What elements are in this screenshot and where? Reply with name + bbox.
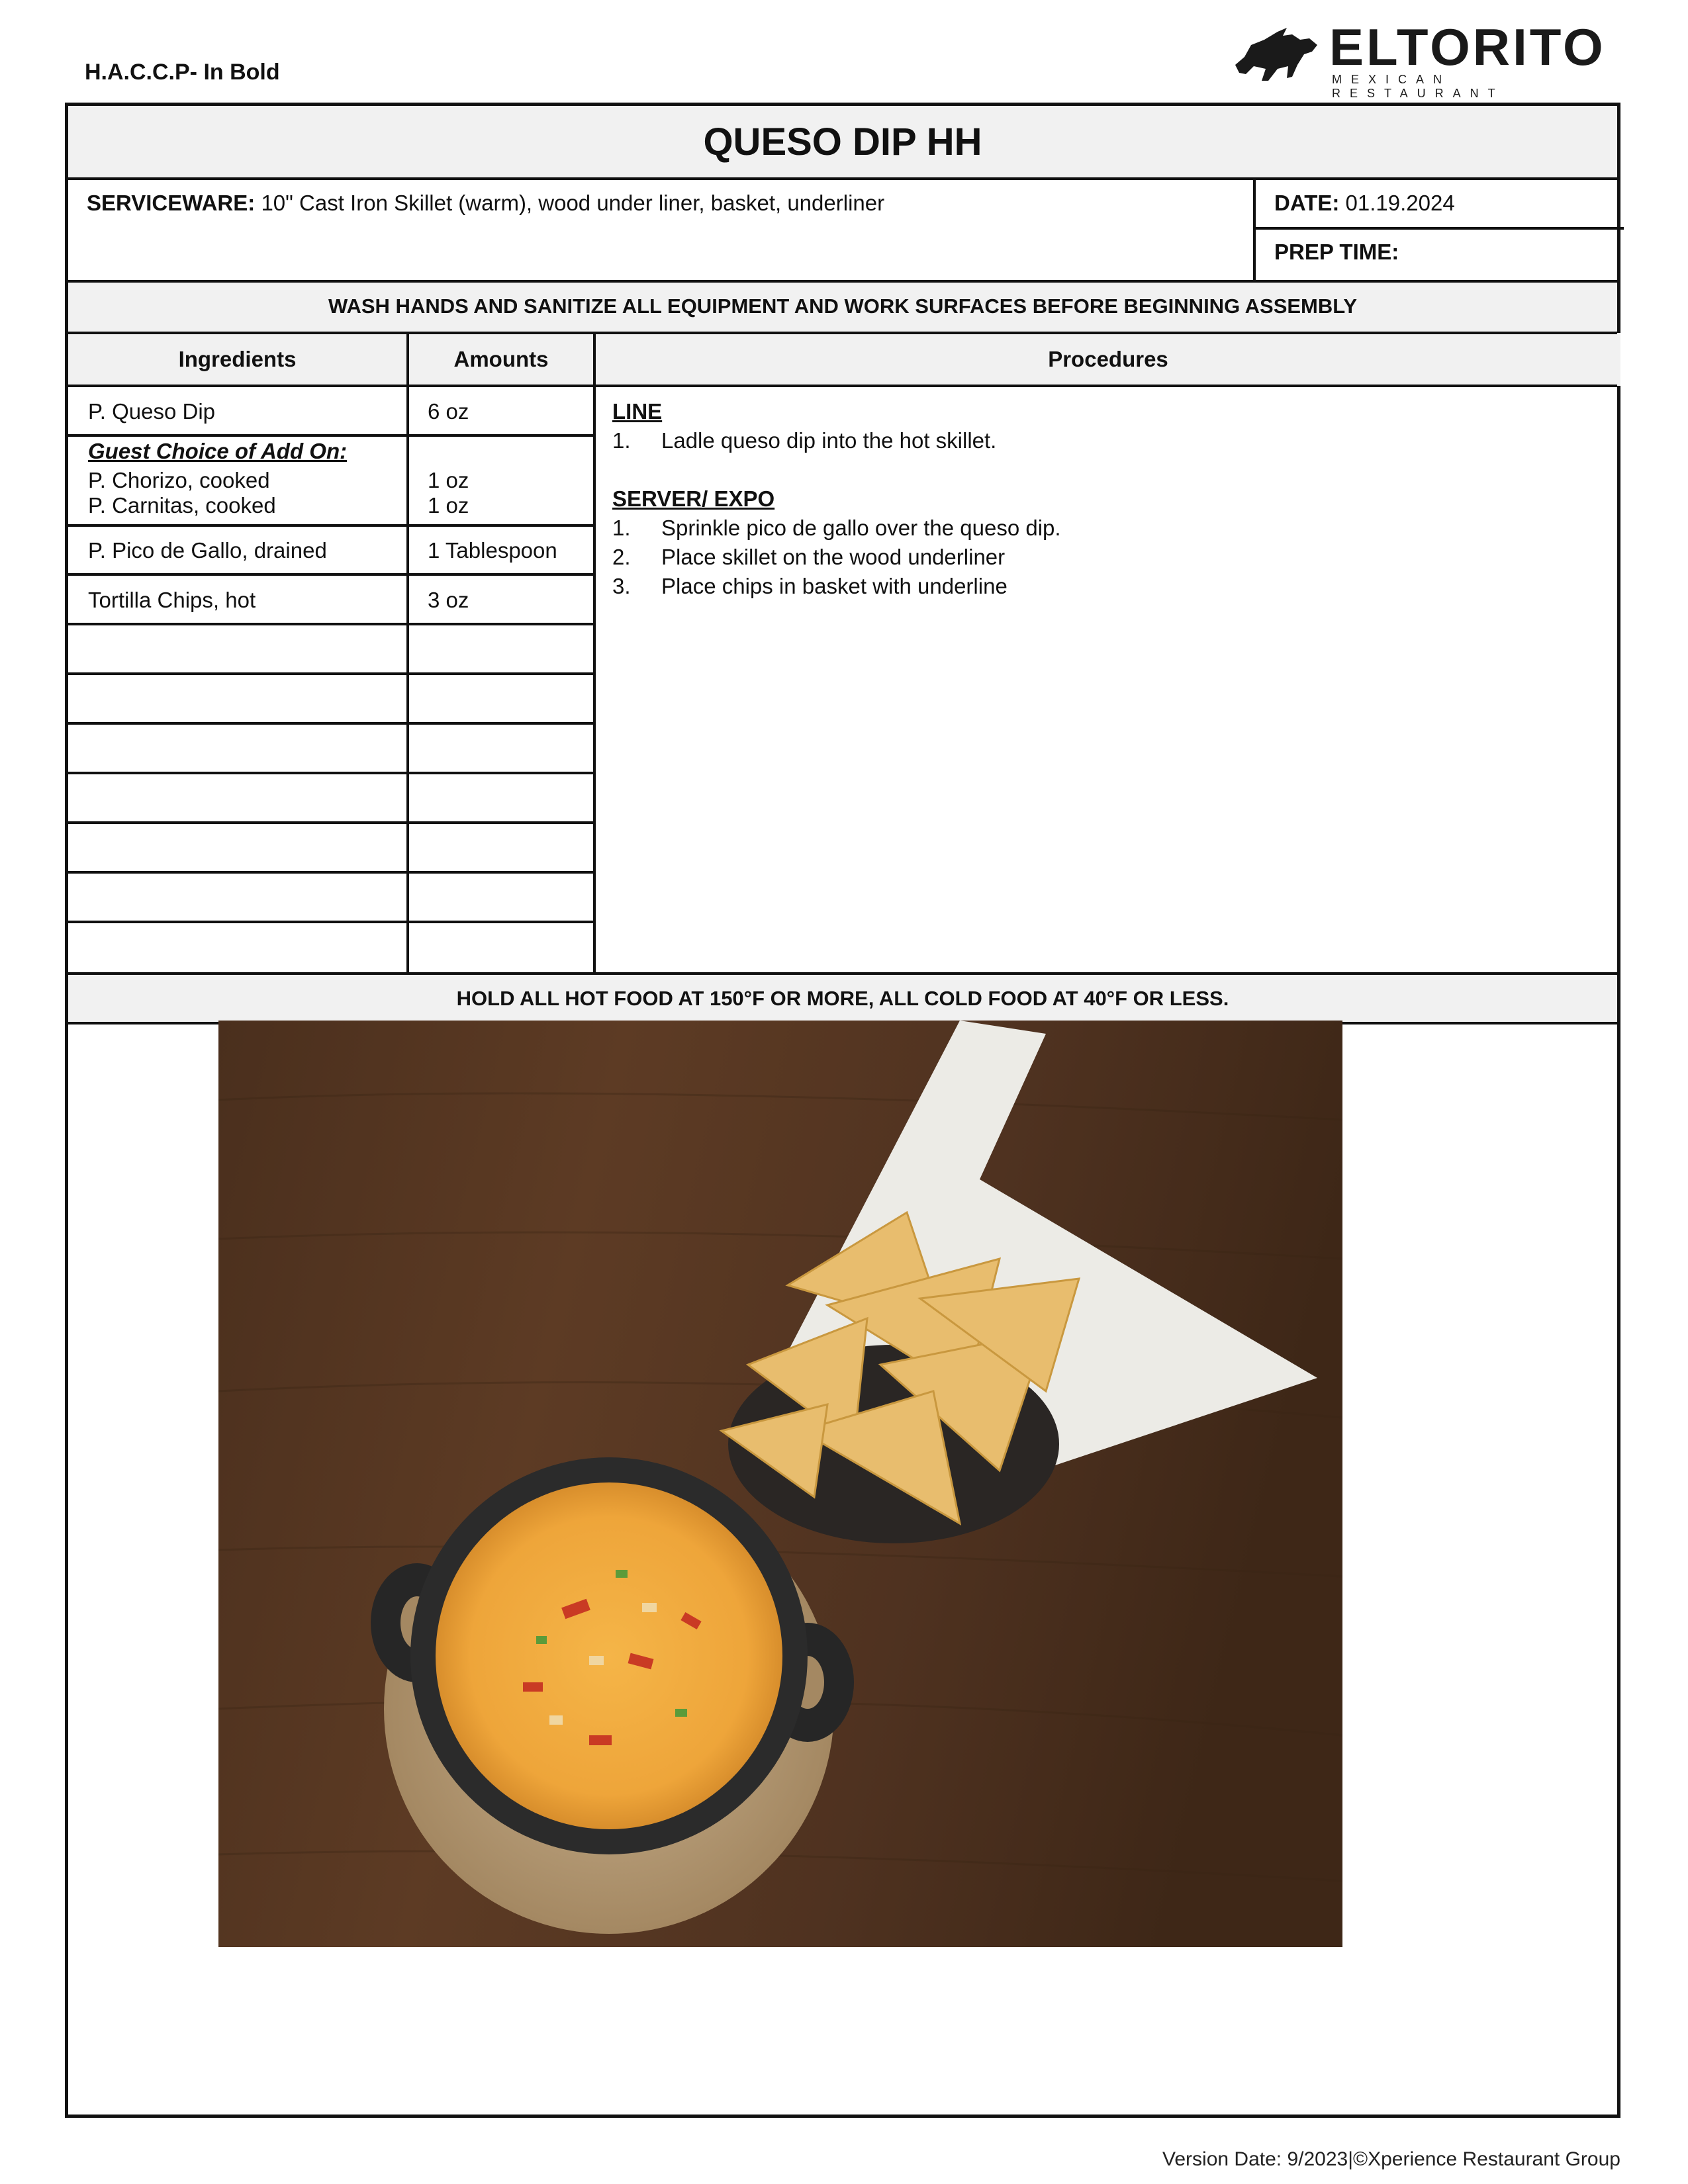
serviceware-value: 10" Cast Iron Skillet (warm), wood under liner, basket, underliner	[255, 191, 885, 215]
dish-photo	[218, 1021, 1342, 1947]
ingredient-cell: P. Queso Dip	[88, 399, 216, 424]
divider	[68, 524, 596, 527]
guest-choice-heading: Guest Choice of Add On:	[88, 439, 348, 463]
serviceware	[87, 191, 884, 216]
divider	[68, 434, 596, 437]
step-text: Place skillet on the wood underliner	[661, 545, 1006, 569]
version-footer: Version Date: 9/2023|©Xperience Restaurant Group	[1162, 2148, 1620, 2170]
divider	[1253, 177, 1256, 280]
recipe-title: QUESO DIP HH	[68, 106, 1617, 177]
date-label: DATE:	[1274, 191, 1340, 215]
logo-tagline: MEXICAN RESTAURANT	[1332, 73, 1505, 100]
divider	[68, 623, 596, 625]
divider	[68, 672, 596, 675]
divider	[68, 573, 596, 576]
divider	[593, 332, 596, 972]
ingredient-cell: P. Carnitas, cooked	[88, 493, 276, 518]
amount-cell: 3 oz	[428, 588, 469, 612]
serviceware-label: SERVICEWARE:	[87, 191, 256, 215]
procedure-step	[612, 426, 1061, 455]
divider	[68, 772, 596, 774]
ingredient-cell: P. Pico de Gallo, drained	[88, 538, 327, 563]
divider	[68, 921, 596, 923]
divider	[406, 332, 409, 972]
procedure-step	[612, 543, 1061, 572]
divider	[1254, 227, 1624, 230]
server-heading: SERVER/ EXPO	[612, 486, 775, 511]
step-text: Place chips in basket with underline	[661, 574, 1008, 598]
haccp-note: H.A.C.C.P- In Bold	[85, 60, 280, 85]
hold-notice: HOLD ALL HOT FOOD AT 150°F OR MORE, ALL COLD FOOD AT 40°F OR LESS.	[68, 974, 1617, 1023]
procedures-text	[612, 397, 1061, 601]
divider	[68, 385, 1617, 387]
divider	[68, 280, 1617, 283]
amount-cell: 1 oz	[428, 493, 469, 518]
procedures-header: Procedures	[596, 333, 1620, 386]
divider	[68, 871, 596, 874]
ingredients-header: Ingredients	[68, 333, 406, 386]
divider	[68, 722, 596, 725]
amount-cell: 6 oz	[428, 399, 469, 424]
wash-notice: WASH HANDS AND SANITIZE ALL EQUIPMENT AND WORK SURFACES BEFORE BEGINNING ASSEMBLY	[68, 280, 1617, 333]
ingredient-cell: P. Chorizo, cooked	[88, 468, 270, 492]
bull-icon	[1231, 25, 1324, 85]
amount-cell: 1 oz	[428, 468, 469, 492]
step-number: 1.	[612, 516, 631, 540]
date	[1274, 191, 1455, 216]
date-value: 01.19.2024	[1339, 191, 1455, 215]
prep-time-label: PREP TIME:	[1274, 240, 1399, 264]
step-number: 3.	[612, 574, 631, 598]
amounts-header: Amounts	[409, 333, 593, 386]
logo-wordmark: ELTORITO	[1329, 18, 1606, 76]
step-text: Ladle queso dip into the hot skillet.	[661, 428, 997, 453]
ingredient-cell: Tortilla Chips, hot	[88, 588, 256, 612]
divider	[68, 972, 1617, 975]
el-torito-logo	[1231, 18, 1628, 100]
procedure-step	[612, 572, 1061, 601]
line-heading: LINE	[612, 399, 663, 424]
divider	[68, 177, 1617, 180]
step-number: 2.	[612, 545, 631, 569]
amount-cell: 1 Tablespoon	[428, 538, 557, 563]
divider	[68, 332, 1617, 334]
divider	[68, 821, 596, 824]
step-text: Sprinkle pico de gallo over the queso dip.	[661, 516, 1061, 540]
procedure-step	[612, 514, 1061, 543]
step-number: 1.	[612, 428, 631, 453]
